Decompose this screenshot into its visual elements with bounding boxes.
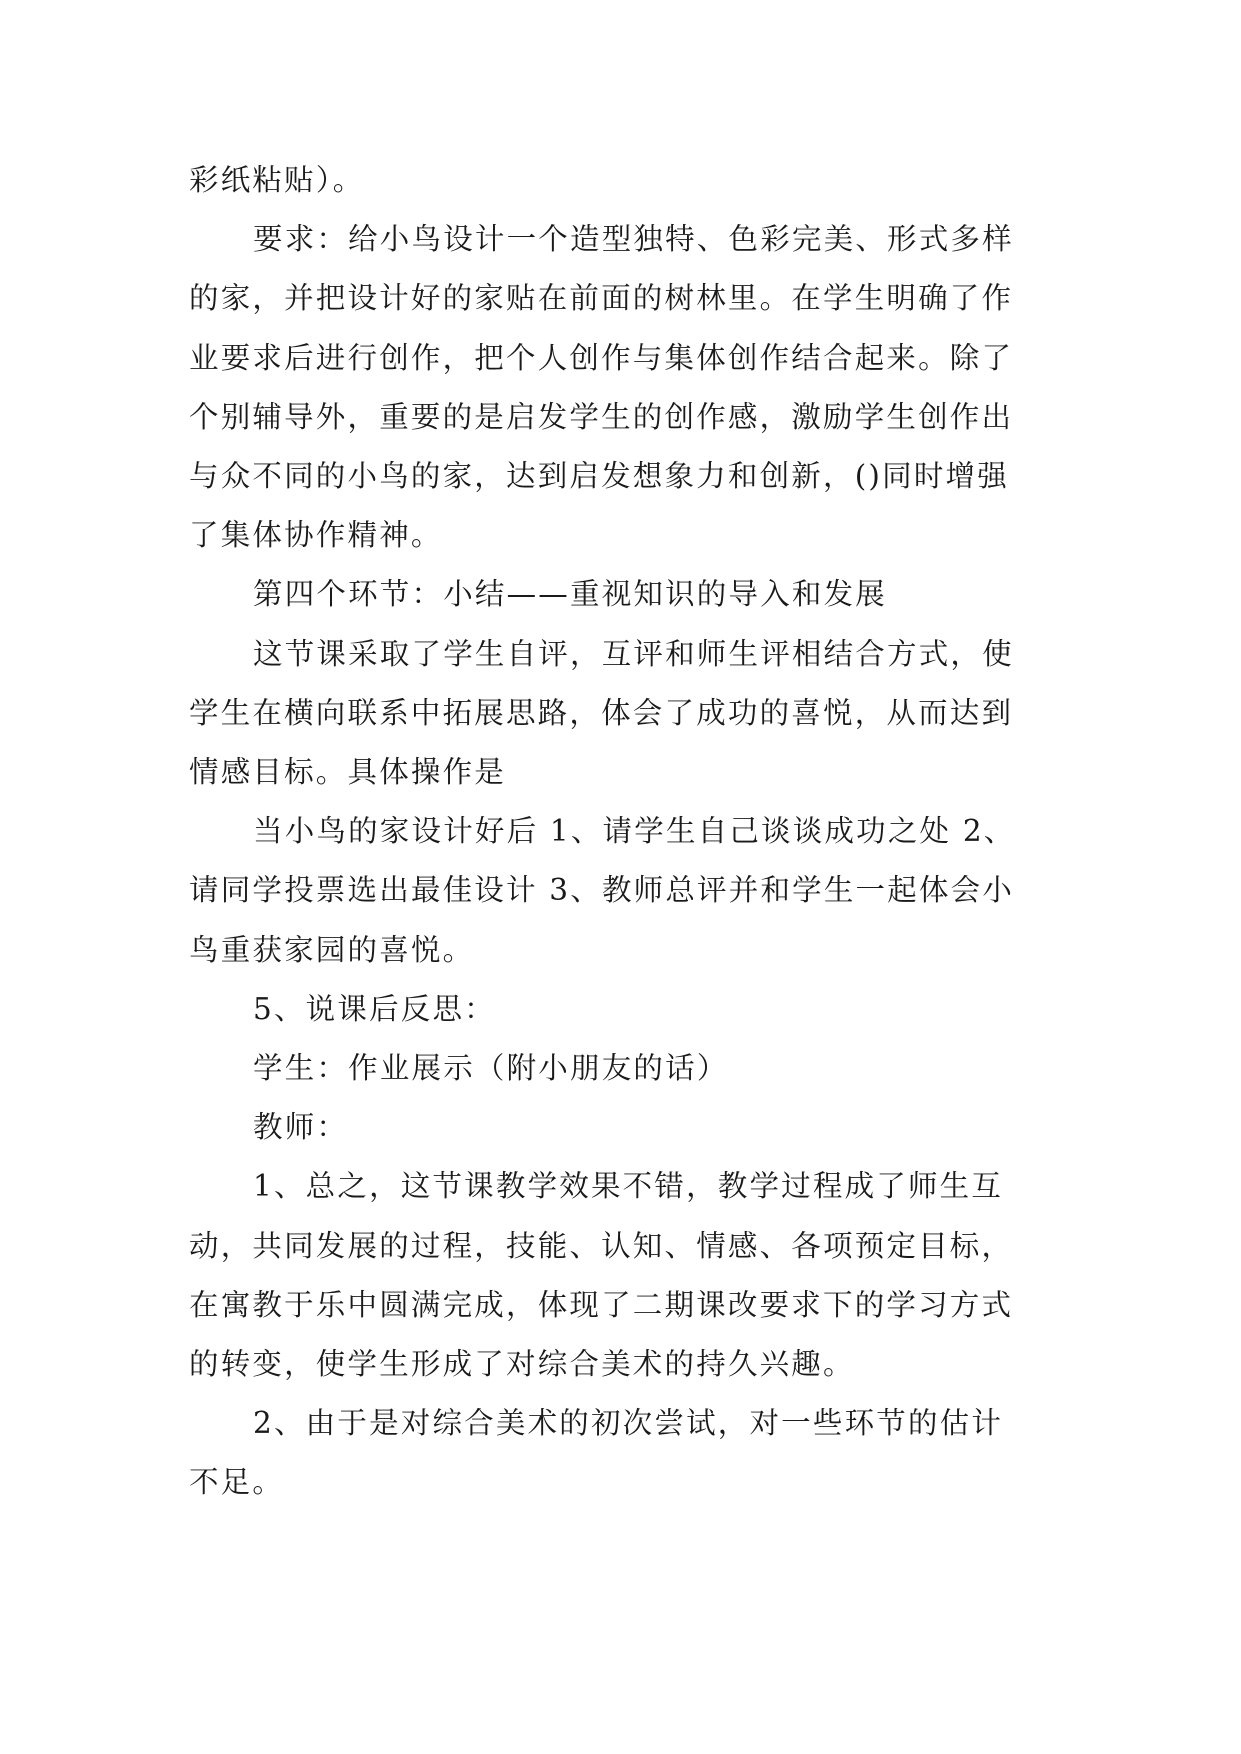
text-line: 的家，并把设计好的家贴在前面的树林里。在学生明确了作	[189, 281, 1014, 316]
paragraph-point-2	[189, 1394, 1059, 1512]
text-line: 动，共同发展的过程，技能、认知、情感、各项预定目标，	[189, 1228, 1014, 1263]
text-line: 请同学投票选出最佳设计 3、教师总评并和学生一起体会小	[189, 873, 1015, 908]
text-line: 学生在横向联系中拓展思路，体会了成功的喜悦，从而达到	[189, 695, 1014, 730]
text-line: 2、由于是对综合美术的初次尝试，对一些环节的估计	[253, 1406, 1004, 1441]
text-line: 业要求后进行创作，把个人创作与集体创作结合起来。除了	[189, 340, 1014, 375]
text-line: 在寓教于乐中圆满完成，体现了二期课改要求下的学习方式	[189, 1287, 1014, 1322]
paragraph	[189, 151, 1059, 210]
text-line: 个别辅导外，重要的是启发学生的创作感，激励学生创作出	[189, 399, 1014, 434]
text-line: 第四个环节：小结——重视知识的导入和发展	[253, 577, 888, 612]
paragraph-steps	[189, 802, 1059, 980]
text-line: 彩纸粘贴）。	[189, 163, 365, 197]
text-line: 1、总之，这节课教学效果不错，教学过程成了师生互	[253, 1169, 1004, 1204]
text-line: 不足。	[189, 1465, 285, 1500]
text-line: 要求：给小鸟设计一个造型独特、色彩完美、形式多样	[253, 222, 1014, 257]
paragraph-point-1	[189, 1157, 1059, 1394]
text-line: 与众不同的小鸟的家，达到启发想象力和创新，()同时增强	[189, 459, 1009, 494]
text-line: 这节课采取了学生自评，互评和师生评相结合方式，使	[253, 636, 1014, 671]
text-line: 了集体协作精神。	[189, 518, 443, 553]
text-line: 5、说课后反思：	[253, 991, 496, 1026]
text-line: 鸟重获家园的喜悦。	[189, 932, 475, 967]
text-line: 学生：作业展示（附小朋友的话）	[253, 1051, 729, 1086]
text-line: 的转变，使学生形成了对综合美术的持久兴趣。	[189, 1347, 855, 1382]
document-body	[189, 151, 1059, 1513]
paragraph-requirements	[189, 210, 1059, 565]
paragraph-students	[189, 1039, 1059, 1098]
text-line: 教师：	[253, 1110, 349, 1145]
paragraph-teacher-label	[189, 1098, 1059, 1157]
section-heading	[189, 565, 1059, 624]
text-line: 当小鸟的家设计好后 1、请学生自己谈谈成功之处 2、	[253, 814, 1016, 849]
paragraph-evaluation	[189, 625, 1059, 803]
text-line: 情感目标。具体操作是	[189, 755, 507, 790]
section-heading-reflection	[189, 980, 1059, 1039]
